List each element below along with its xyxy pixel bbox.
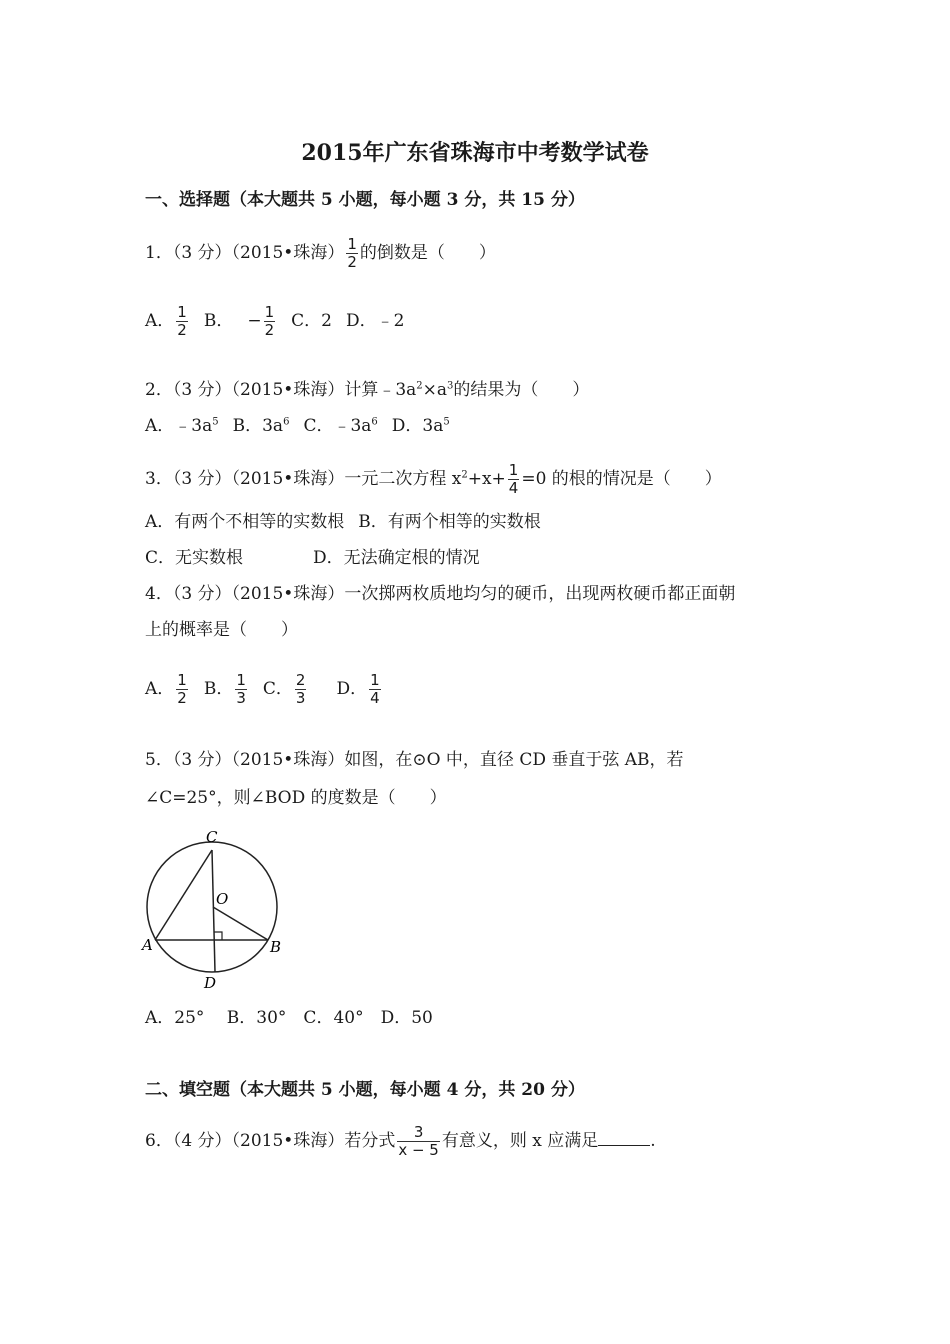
label-a: A — [142, 936, 153, 954]
q3-option-d: D．无法确定根的情况 — [313, 548, 480, 568]
right-angle-mark — [214, 932, 222, 940]
question-2-options — [145, 414, 450, 438]
q4-option-d-fraction: $\frac{1}{4}$ — [370, 671, 380, 707]
q4-option-c-label: C． — [262, 679, 293, 699]
q6-end: . — [650, 1131, 656, 1151]
q2-option-b: B．3a — [232, 416, 284, 436]
question-4-line1: 4．（3 分）（2015•珠海）一次掷两枚质地均匀的硬币，出现两枚硬币都正面朝 — [145, 584, 736, 604]
q2-option-c-exp: 6 — [371, 416, 378, 428]
question-5-line2: ∠C=25°，则∠BOD 的度数是（ ） — [145, 788, 447, 808]
q6-fraction: $\frac{3}{x - 5}$ — [398, 1123, 439, 1159]
question-3-options-row1 — [145, 510, 541, 534]
page-title: 2015年广东省珠海市中考数学试卷 — [301, 140, 649, 166]
q1-suffix: 的倒数是（ ） — [359, 243, 496, 263]
q6-suffix: 有意义，则 x 应满足 — [441, 1131, 599, 1151]
label-d: D — [204, 974, 217, 992]
q2-option-b-exp: 6 — [283, 416, 290, 428]
q3-stem-prefix: 3．（3 分）（2015•珠海）一元二次方程 x — [145, 469, 462, 489]
circle-geometry-figure — [140, 822, 290, 992]
q3-mid: +x+ — [467, 469, 506, 489]
q2-option-a-exp: 5 — [212, 416, 219, 428]
q1-fraction: $\frac{1}{2}$ — [347, 235, 357, 271]
question-5-line1: 5．（3 分）（2015•珠海）如图，在⊙O 中，直径 CD 垂直于弦 AB，若 — [145, 750, 684, 770]
q4-option-a-fraction: $\frac{1}{2}$ — [177, 671, 187, 707]
q6-prefix: 6．（4 分）（2015•珠海）若分式 — [145, 1131, 396, 1151]
question-3-stem — [145, 462, 722, 497]
q3-exp: 2 — [461, 469, 468, 481]
question-3-options-row2 — [145, 546, 480, 570]
q1-option-b-fraction: $\frac{1}{2}$ — [264, 303, 275, 339]
label-o: O — [216, 890, 229, 908]
q3-option-a: A．有两个不相等的实数根 — [145, 512, 345, 532]
q1-option-b-label: B． — [203, 311, 234, 331]
q3-fraction: $\frac{1}{4}$ — [508, 461, 519, 497]
q4-option-d-label: D． — [336, 679, 368, 699]
label-c: C — [206, 828, 218, 846]
question-1-stem — [145, 236, 496, 271]
q3-option-b: B．有两个相等的实数根 — [358, 512, 541, 532]
q1-option-a-label: A． — [145, 311, 175, 331]
q2-option-a: A．﹣3a — [145, 416, 213, 436]
q2-stem-suffix: 的结果为（ ） — [453, 380, 590, 400]
q4-option-b-label: B． — [203, 679, 234, 699]
q2-option-c: C．﹣3a — [303, 416, 372, 436]
q1-option-b-sign: − — [247, 311, 262, 331]
section-1-heading: 一、选择题（本大题共 5 小题，每小题 3 分，共 15 分） — [145, 190, 585, 210]
q4-option-a-label: A． — [145, 679, 175, 699]
radius-ob — [213, 907, 268, 940]
q2-option-d: D．3a — [391, 416, 444, 436]
question-4-line2: 上的概率是（ ） — [145, 620, 298, 640]
question-5-options: A．25° B．30° C．40° D．50 — [145, 1008, 433, 1028]
q4-option-c-fraction: $\frac{2}{3}$ — [295, 671, 306, 707]
q4-option-b-fraction: $\frac{1}{3}$ — [236, 671, 246, 707]
q2-mid: ×a — [422, 380, 448, 400]
q2-option-d-exp: 5 — [443, 416, 450, 428]
q2-stem-prefix: 2．（3 分）（2015•珠海）计算﹣3a — [145, 380, 417, 400]
q1-option-c: C．2 — [291, 311, 332, 331]
question-4-options — [145, 672, 383, 707]
q3-option-c: C．无实数根 — [145, 548, 244, 568]
question-6-stem — [145, 1124, 656, 1159]
diameter-cd — [212, 850, 215, 972]
question-1-options — [145, 304, 404, 339]
q2-exp2: 3 — [447, 380, 454, 392]
label-b: B — [270, 938, 282, 956]
q1-prefix: 1．（3 分）（2015•珠海） — [145, 243, 345, 263]
q1-option-d: D．﹣2 — [345, 311, 405, 331]
q2-exp1: 2 — [416, 380, 423, 392]
section-2-heading: 二、填空题（本大题共 5 小题，每小题 4 分，共 20 分） — [145, 1080, 585, 1100]
q6-answer-blank[interactable] — [598, 1129, 650, 1146]
q3-stem-suffix: =0 的根的情况是（ ） — [521, 469, 722, 489]
question-2-stem — [145, 378, 589, 402]
q1-option-a-fraction: $\frac{1}{2}$ — [177, 303, 187, 339]
